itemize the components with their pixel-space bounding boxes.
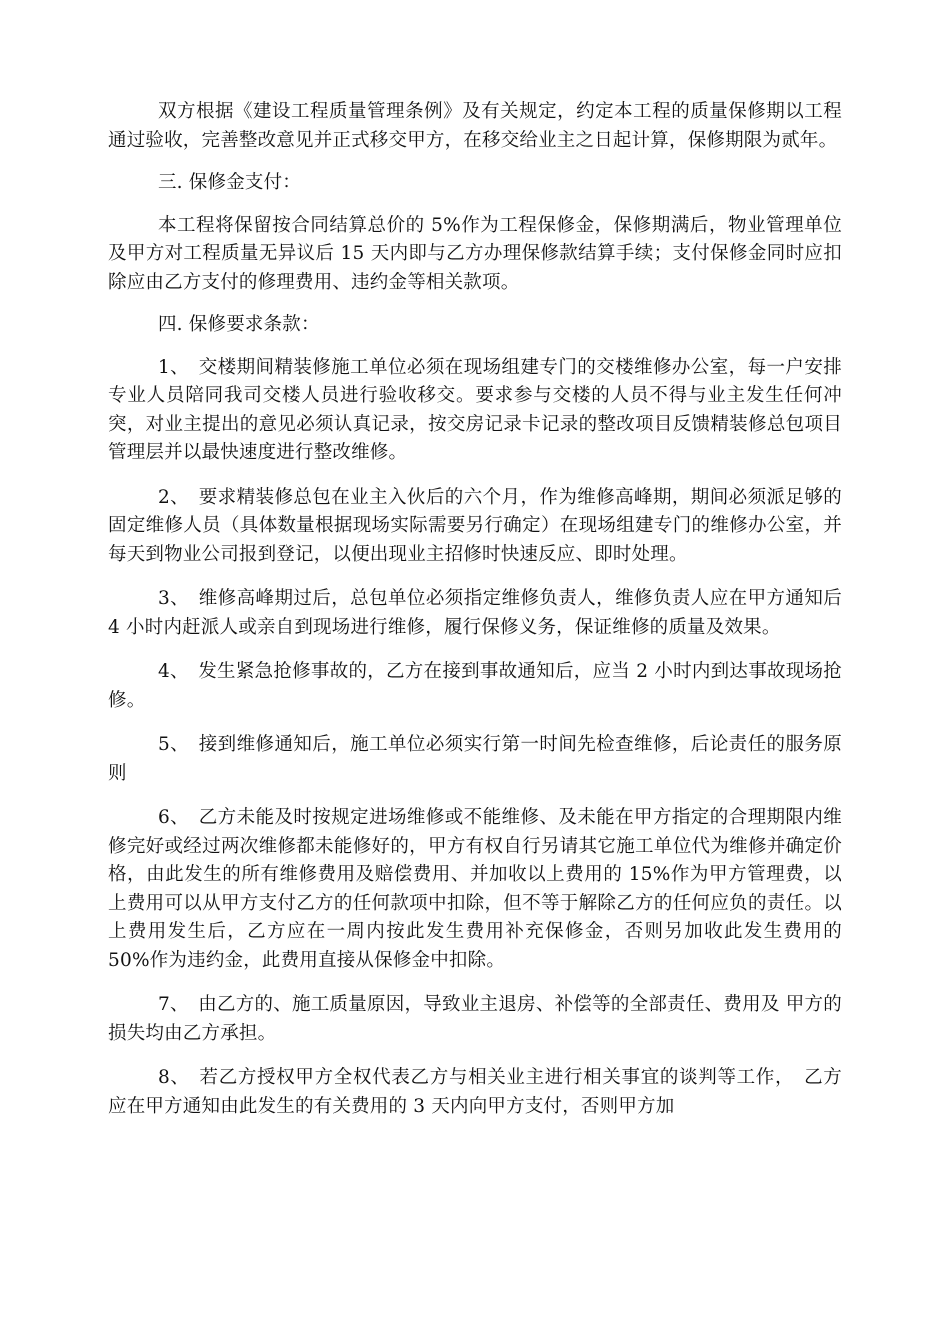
- heading-warranty-requirements: 四. 保修要求条款：: [157, 314, 320, 335]
- clause-5: 5、 接到维修通知后，施工单位必须实行第一时间先检查维修，后论责任的服务原则: [108, 734, 842, 784]
- clause-3: 3、 维修高峰期过后，总包单位必须指定维修负责人，维修负责人应在甲方通知后 4 小时内赶派人或亲自到现场进行维修，履行保修义务，保证维修的质量及效果。: [108, 588, 842, 638]
- clause-7: 7、 由乙方的、施工质量原因，导致业主退房、补偿等的全部责任、费用及 甲方的损失均由乙方承担。: [108, 994, 842, 1044]
- clause-4: 4、 发生紧急抢修事故的，乙方在接到事故通知后，应当 2 小时内到达事故现场抢修。: [108, 661, 842, 711]
- clause-1: 1、 交楼期间精装修施工单位必须在现场组建专门的交楼维修办公室，每一户安排专业人员陪同我司交楼人员进行验收移交。要求参与交楼的人员不得与业主发生任何冲突，对业主提出的意见必须认真记录，按交房记录卡记录的整改项目反馈精装修总包项目管理层并以最快速度进行整改维修。: [108, 356, 842, 463]
- clause-6: 6、 乙方未能及时按规定进场维修或不能维修、及未能在甲方指定的合理期限内维修完好或经过两次维修都未能修好的，甲方有权自行另请其它施工单位代为维修并确定价格，由此发生的所有维修费用及赔偿费用、并加收以上费用的 15%作为甲方管理费，以上费用可以从甲方支付乙方的任何款项中扣除，但不等于解除乙方的任何应负的责任。以上费用发生后，乙方应在一周内按此发生费用补充保修金，否则另加收此发生费用的 50%作为违约金，此费用直接从保修金中扣除。: [108, 807, 842, 971]
- heading-warranty-payment: 三. 保修金支付：: [157, 172, 301, 193]
- document-body: [108, 98, 842, 1121]
- paragraph-warranty-period: 双方根据《建设工程质量管理条例》及有关规定，约定本工程的质量保修期以工程通过验收，完善整改意见并正式移交甲方，在移交给业主之日起计算，保修期限为贰年。: [108, 101, 842, 151]
- clause-8: 8、 若乙方授权甲方全权代表乙方与相关业主进行相关事宜的谈判等工作， 乙方应在甲方通知由此发生的有关费用的 3 天内向甲方支付，否则甲方加: [108, 1067, 842, 1117]
- paragraph-warranty-deposit: 本工程将保留按合同结算总价的 5%作为工程保修金，保修期满后，物业管理单位及甲方对工程质量无异议后 15 天内即与乙方办理保修款结算手续；支付保修金同时应扣除应由乙方支付的修理费用、违约金等相关款项。: [108, 214, 842, 293]
- clause-2: 2、 要求精装修总包在业主入伙后的六个月，作为维修高峰期，期间必须派足够的固定维修人员（具体数量根据现场实际需要另行确定）在现场组建专门的维修办公室，并每天到物业公司报到登记，以便出现业主招修时快速反应、即时处理。: [108, 486, 842, 565]
